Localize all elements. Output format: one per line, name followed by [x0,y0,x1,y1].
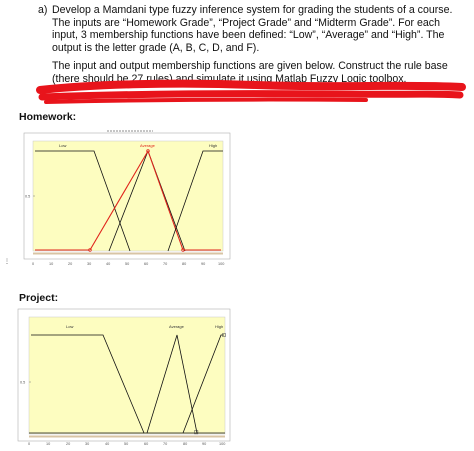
x-tick-label: 60 [144,442,149,446]
question-paragraph-1 [38,4,466,54]
x-tick-label: 40 [106,262,111,266]
x-tick-label: 20 [68,262,73,266]
project-label: Project: [19,292,59,304]
question-number: a) [38,4,48,16]
x-tick-label: 10 [46,442,51,446]
plot-area [33,141,223,251]
question-line: The input and output membership functions are given below. Construct the rule base [52,60,448,73]
x-tick-label: 90 [202,442,207,446]
question-text [38,4,466,86]
x-tick-label: 20 [66,442,71,446]
x-tick-label: 80 [183,442,188,446]
mf-label-average: Average [140,143,155,148]
x-tick-label: 80 [182,262,187,266]
side-mark: ⋮ [4,259,10,265]
homework-mf-plot [23,124,235,270]
y-tick-label: 0.5 [20,380,26,385]
x-tick-label: 70 [163,262,168,266]
x-tick-label: 0 [32,262,35,266]
project-mf-plot [17,306,235,448]
x-tick-label: 10 [49,262,54,266]
mf-label-low: Low [59,143,67,148]
x-tick-label: 100 [219,442,226,446]
x-tick-label: 30 [85,442,90,446]
mf-label-average: Average [169,324,184,329]
x-tick-label: 40 [105,442,110,446]
mf-label-low: Low [66,324,74,329]
x-tick-label: 70 [163,442,168,446]
x-tick-label: 50 [125,262,130,266]
question-line: output is the letter grade (A, B, C, D, and F). [52,41,260,54]
homework-label: Homework: [19,111,77,123]
x-tick-label: 90 [201,262,206,266]
x-tick-label: 0 [28,442,31,446]
question-line: Develop a Mamdani type fuzzy inference system for grading the students of a course. [52,4,453,16]
x-tick-label: 100 [218,262,225,266]
plot-area [29,317,225,434]
y-tick-label: 0.5 [25,194,31,199]
question-line: The inputs are “Homework Grade”, “Project Grade” and “Midterm Grade”. For each [52,16,440,29]
x-tick-label: 60 [144,262,149,266]
x-tick-label: 30 [87,262,92,266]
x-tick-label: 50 [124,442,129,446]
red-redaction-scribble [36,78,466,108]
mf-label-high: High [215,324,224,329]
question-line: input, 3 membership functions have been defined: “Low”, “Average” and “High”. The [52,29,445,42]
question-line: (there should be 27 rules) and simulate it using Matlab Fuzzy Logic toolbox. [52,72,407,85]
mf-label-high: High [209,143,218,148]
